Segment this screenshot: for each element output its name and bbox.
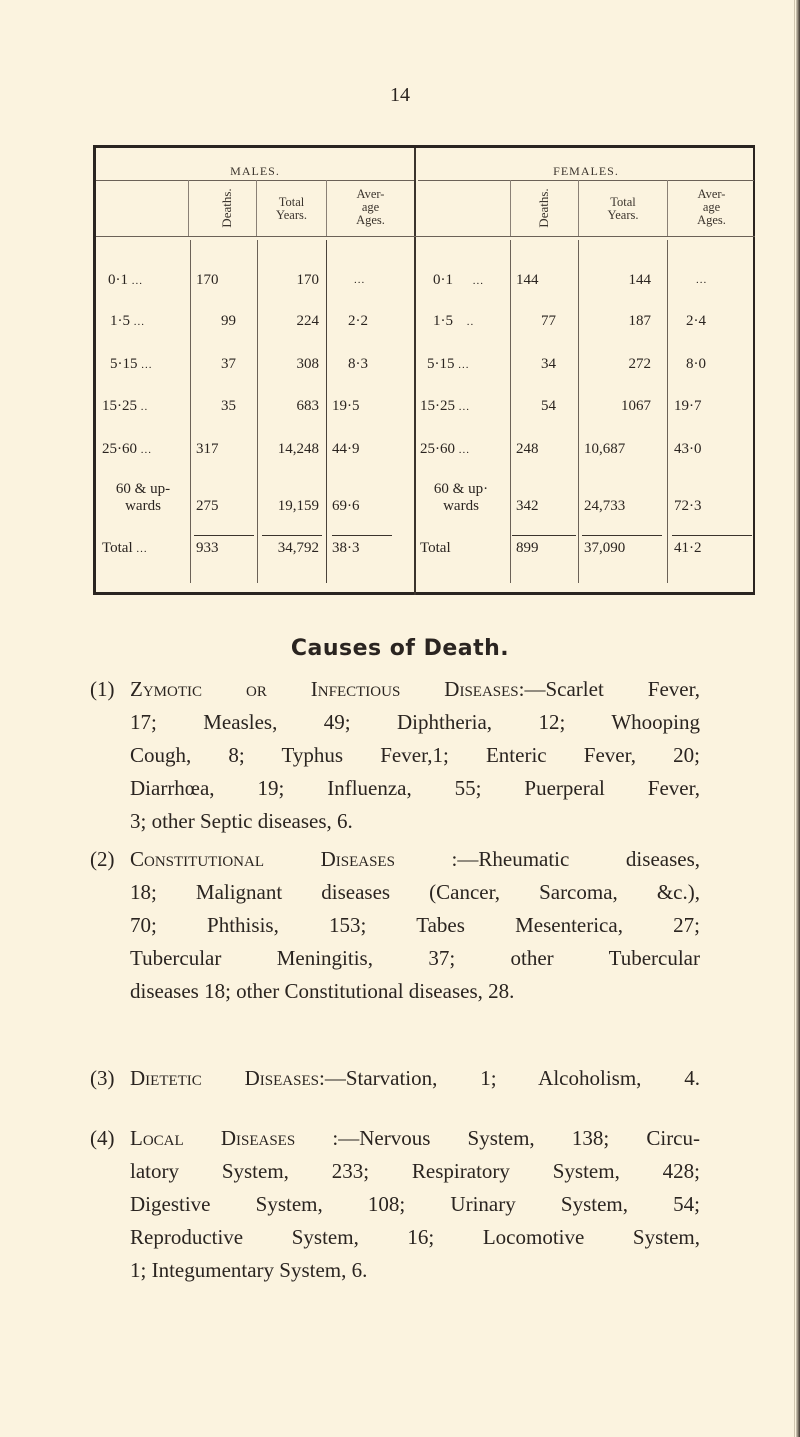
total-years: 24,733 [584,498,626,514]
header-line: Total [610,195,636,209]
divider [326,240,327,583]
average-age: 19·7 [674,398,702,414]
divider [188,180,189,236]
total-years: 14,248 [277,441,319,457]
age-group: 0·1 ... [433,272,484,288]
age-group: 25·60 ... [102,441,152,457]
text-line: 17; Measles, 49; Diphtheria, 12; Whooping [130,710,700,734]
page-number: 14 [390,84,410,106]
header-line: Aver- [697,187,726,201]
age-group [418,481,504,515]
divider [96,236,755,237]
header-line: Years. [275,208,308,222]
divider [418,180,754,181]
cause-text [130,1062,700,1095]
females-total-years-header [579,196,667,222]
divider [510,240,511,583]
cause-number: (3) [90,1066,115,1090]
age-group: 0·1 ... [108,272,143,288]
header-line: Ages. [356,213,385,227]
text-line: 70; Phthisis, 153; Tabes Mesenterica, 27; [130,913,700,937]
cause-text [130,843,700,1008]
divider [512,535,576,536]
age-group: 1·5 ... [110,313,145,329]
average-age: 8·0 [686,356,706,372]
deaths: 54 [541,398,556,414]
header-line: Ages. [697,213,726,227]
age-line: wards [125,498,161,514]
header-line: age [702,200,721,214]
divider [96,180,414,181]
cause-dietetic [90,1062,700,1095]
text-line: latory System, 233; Respiratory System, 428; [130,1159,700,1183]
males-group-header: MALES. [230,164,280,178]
age-group [100,481,186,515]
total-years: 272 [628,356,651,372]
cause-number: (2) [90,847,115,871]
header-line: age [361,200,380,214]
deaths: 37 [221,356,236,372]
text-line: Constitutional Diseases :—Rheumatic diseases, [130,847,700,871]
total-years: 308 [296,356,319,372]
divider [672,535,752,536]
cause-number: (4) [90,1126,115,1150]
total-years: 170 [296,272,319,288]
average-age: 8·3 [348,356,368,372]
males-average-ages-header [327,188,414,227]
age-group: 1·5 .. [433,313,475,329]
age-group: 5·15 ... [110,356,153,372]
divider [510,180,511,236]
divider [582,535,662,536]
age-group: 25·60 ... [420,441,470,457]
average-age: 2·2 [348,313,368,329]
header-line: Total [278,195,305,209]
text-line: 3; other Septic diseases, 6. [130,809,353,833]
deaths: 317 [196,441,219,457]
text-line: Diarrhœa, 19; Influenza, 55; Puerperal Fever, [130,776,700,800]
age-group: 15·25 ... [420,398,470,414]
divider [262,535,322,536]
males-deaths-header: Deaths. [219,188,234,228]
header-line: Aver- [356,187,385,201]
total-years: 19,159 [277,498,319,514]
average-age: 43·0 [674,441,702,457]
divider [194,535,254,536]
average-age: 69·6 [332,498,360,514]
total-years: 34,792 [277,540,319,556]
average-age: 38·3 [332,540,360,556]
average-age: 72·3 [674,498,702,514]
deaths: 34 [541,356,556,372]
total-years: 683 [296,398,319,414]
average-age: 19·5 [332,398,360,414]
total-years: 187 [628,313,651,329]
deaths: 899 [516,540,539,556]
age-group: 15·25 .. [102,398,149,414]
females-group-header: FEMALES. [553,164,619,178]
text-line: Tubercular Meningitis, 37; other Tubercular [130,946,700,970]
cause-text [130,673,700,838]
total-years: 224 [296,313,319,329]
deaths: 933 [196,540,219,556]
average-age: ... [354,274,366,286]
total-years: 37,090 [584,540,626,556]
deaths: 170 [196,272,219,288]
average-age: 44·9 [332,441,360,457]
females-deaths-header: Deaths. [536,188,551,228]
deaths: 77 [541,313,556,329]
age-group: 5·15 ... [427,356,470,372]
page-edge-line [794,0,795,1437]
cause-zymotic [90,673,700,838]
cause-number: (1) [90,677,115,701]
center-divider [414,148,416,595]
total-years: 144 [628,272,651,288]
text-line: 1; Integumentary System, 6. [130,1258,368,1282]
females-average-ages-header [668,188,755,227]
total-years: 1067 [621,398,651,414]
page-edge-shadow [796,0,800,1437]
total-label: Total ... [102,540,148,556]
cause-local [90,1122,700,1287]
deaths: 144 [516,272,539,288]
header-line: Years. [607,208,639,222]
text-line: Digestive System, 108; Urinary System, 54; [130,1192,700,1216]
age-line: wards [443,498,479,514]
divider [667,240,668,583]
text-line: diseases 18; other Constitutional diseases, 28. [130,979,515,1003]
text-line: Reproductive System, 16; Locomotive System, [130,1225,700,1249]
section-title: Causes of Death. [290,636,510,661]
deaths: 275 [196,498,219,514]
total-years: 10,687 [584,441,626,457]
deaths: 342 [516,498,539,514]
average-age: 2·4 [686,313,706,329]
deaths: 99 [221,313,236,329]
age-deaths-table [93,145,755,595]
cause-text [130,1122,700,1287]
text-line: Dietetic Diseases:—Starvation, 1; Alcoholism, 4. [130,1066,700,1090]
total-label: Total [420,540,451,556]
deaths: 248 [516,441,539,457]
deaths: 35 [221,398,236,414]
average-age: 41·2 [674,540,702,556]
text-line: Cough, 8; Typhus Fever,1; Enteric Fever, 20; [130,743,700,767]
text-line: 18; Malignant diseases (Cancer, Sarcoma, &c.), [130,880,700,904]
age-line: 60 & up· [433,481,489,497]
divider [332,535,392,536]
divider [190,240,191,583]
cause-constitutional [90,843,700,1008]
text-line: Zymotic or Infectious Diseases:—Scarlet Fever, [130,677,700,701]
age-line: 60 & up- [115,481,171,497]
text-line: Local Diseases :—Nervous System, 138; Circu- [130,1126,701,1150]
males-total-years-header [257,196,326,222]
average-age: ... [696,274,708,286]
